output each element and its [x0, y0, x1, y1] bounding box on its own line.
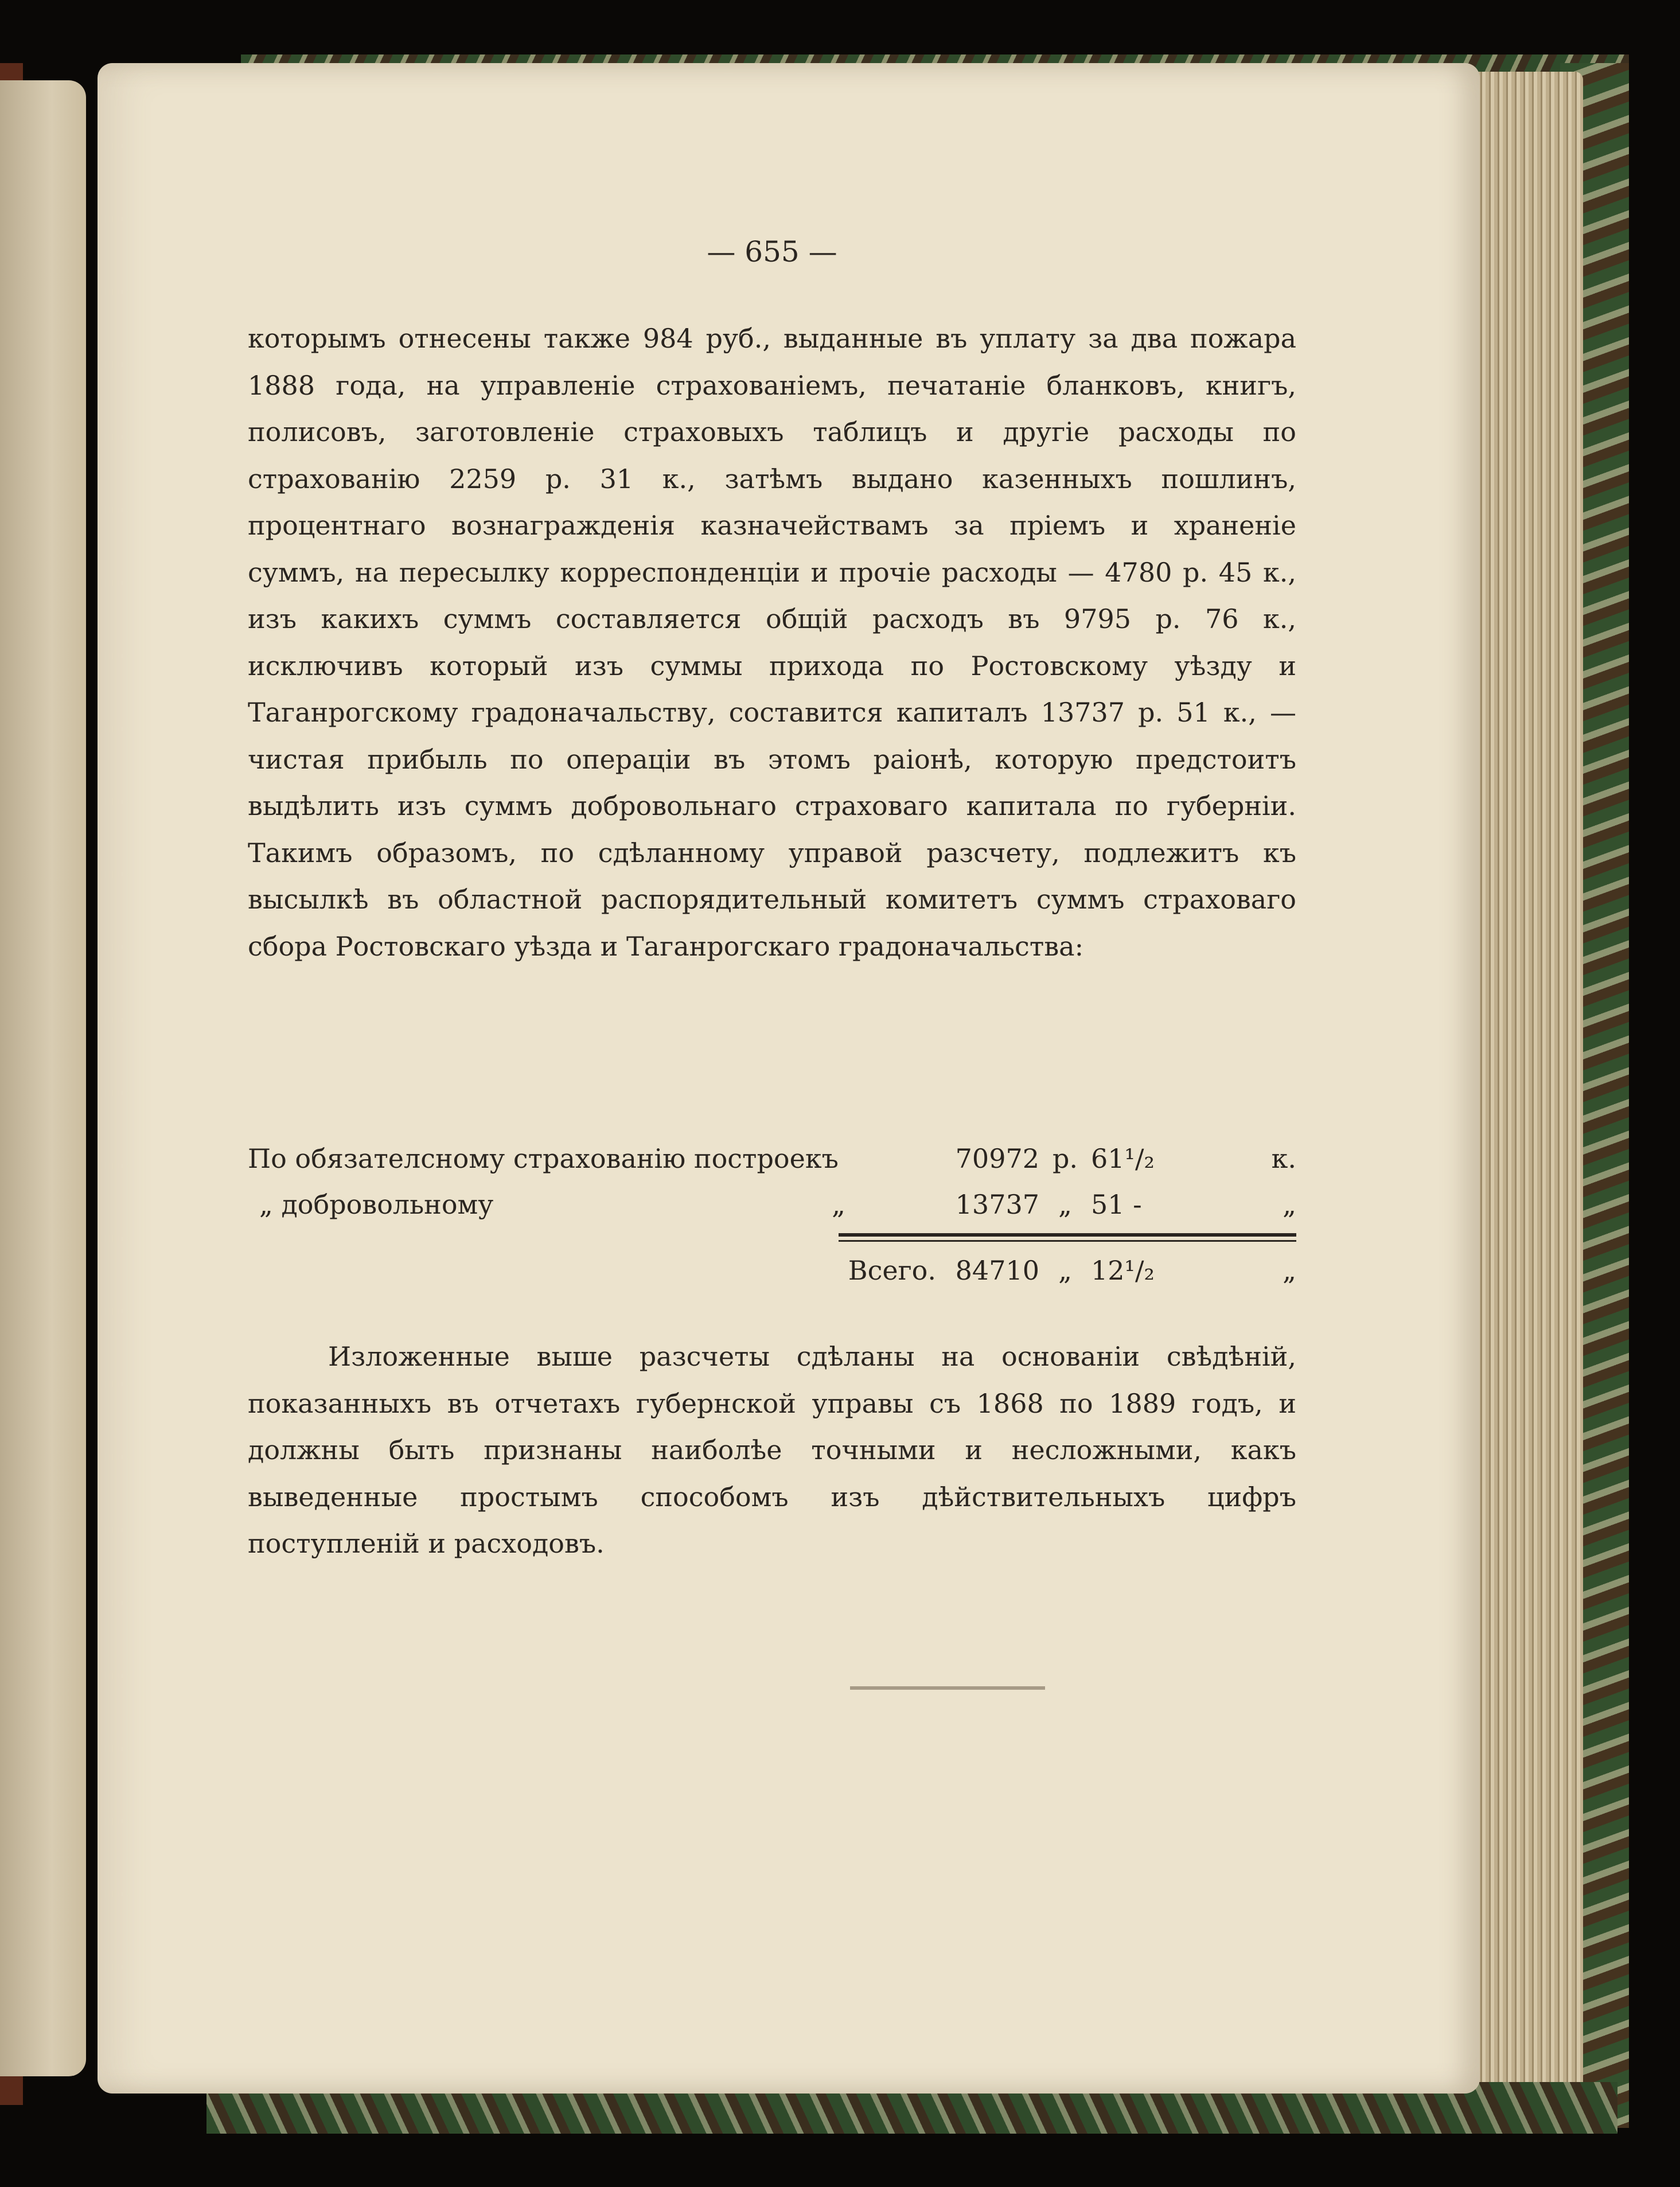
ornamental-rule — [850, 1686, 1045, 1690]
table-row-voluntary — [248, 1182, 1296, 1227]
page-stack-edge — [1468, 72, 1583, 2114]
row-kopecks: 51 - — [1091, 1189, 1142, 1220]
row-kopecks: 61¹/₂ — [1091, 1143, 1155, 1174]
total-unit-kop: „ — [1283, 1255, 1296, 1286]
sum-rule-thin — [839, 1240, 1296, 1242]
row-unit-rub: р. — [1052, 1143, 1078, 1174]
table-row-total — [248, 1248, 1296, 1293]
row-amount: 70972 — [955, 1143, 1039, 1174]
row-ditto: „ — [832, 1189, 845, 1220]
row-unit-kop: к. — [1271, 1143, 1296, 1174]
total-label: Всего. — [848, 1255, 936, 1286]
total-kopecks: 12¹/₂ — [1091, 1255, 1155, 1286]
row-unit-rub: „ — [1058, 1189, 1072, 1220]
paragraph-2: Изложенные выше разсчеты сдѣланы на основаніи свѣдѣній, показанныхъ въ отчетахъ губернской управы съ 1868 по 1889 годъ, и должны быть признаны наиболѣе точными и несложными, какъ выведенные простымъ способомъ изъ дѣйствительныхъ цифръ поступленій и расходовъ. — [248, 1341, 1296, 1559]
row-unit-kop: „ — [1283, 1189, 1296, 1220]
total-amount: 84710 — [955, 1255, 1039, 1286]
sum-rule — [839, 1233, 1296, 1237]
paragraph-1: которымъ отнесены также 984 руб., выданные въ уплату за два пожара 1888 года, на управленіе страхованіемъ, печатаніе бланковъ, книгъ, полисовъ, заготовленіе страховыхъ таблицъ и другіе расходы по страхованію 2259 р. 31 к., затѣмъ выдано казенныхъ пошлинъ, процентнаго вознагражденія казначействамъ за пріемъ и храненіе суммъ, на пересылку корреспонденціи и прочіе расходы — 4780 р. 45 к., изъ какихъ суммъ составляется общій расходъ въ 9795 р. 76 к., исключивъ который изъ суммы прихода по Ростовскому уѣзду и Таганрогскому градоначальству, составится капиталъ 13737 р. 51 к., — чистая прибыль по операціи въ этомъ раіонѣ, которую предстоитъ выдѣлить изъ суммъ добровольнаго страховаго капитала по губерніи. Такимъ образомъ, по сдѣланному управой разсчету, подлежитъ къ высылкѣ въ областной распорядительный комитетъ суммъ страховаго сбора Ростовскаго уѣзда и Таганрогскаго градоначальства: — [248, 323, 1296, 962]
table-row-mandatory — [248, 1136, 1296, 1182]
row-label: По обязателсному страхованію построекъ — [248, 1143, 839, 1174]
total-unit-rub: „ — [1058, 1255, 1072, 1286]
facing-page-edge — [0, 80, 86, 2076]
page-number: — 655 — — [707, 235, 837, 268]
row-label: „ добровольному — [259, 1189, 494, 1220]
book-page — [98, 63, 1480, 2094]
row-amount: 13737 — [955, 1189, 1039, 1220]
